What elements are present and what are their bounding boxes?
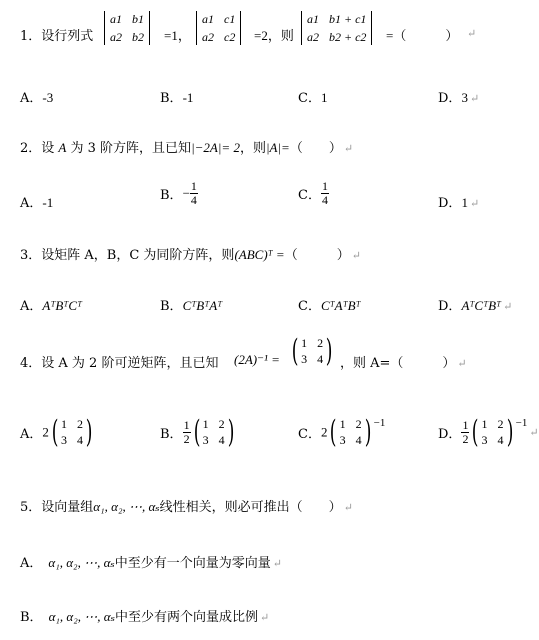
- q2-var: A: [58, 140, 67, 155]
- q5-vectors: α₁, α₂, ⋯, αₛ: [93, 499, 160, 514]
- q3-option-b[interactable]: B．CᵀBᵀAᵀ: [160, 298, 223, 314]
- q5-tail: 线性相关，则必可推出（ ）: [159, 500, 342, 515]
- q1-stem: 1．设行列式: [20, 29, 94, 44]
- q4-expr: (2A)⁻¹ =: [234, 352, 280, 367]
- q4-stem: 4．设 A 为 2 阶可逆矩阵，且已知: [20, 356, 219, 371]
- q2-option-b[interactable]: B．− $\frac{1}{4}$: [160, 179, 197, 207]
- paragraph-mark-icon: ↵: [469, 197, 480, 210]
- q1-determinant-3: a1 b1 + c1 a2 b2 + c2: [301, 11, 372, 45]
- question-3: [0, 244, 539, 268]
- q4-tail: ，则 A=（ ）: [340, 356, 456, 371]
- q1-option-b[interactable]: B．-1: [160, 90, 194, 106]
- q5-option-b[interactable]: B． α₁, α₂, ⋯, αₛ中至少有两个向量成比例 ↵: [20, 609, 270, 625]
- q2-expr: |−2A|= 2: [191, 140, 240, 155]
- q2-stem-pre: 2．设: [20, 141, 55, 156]
- q3-stem: 3．设矩阵 A，B，C 为同阶方阵，则: [20, 248, 235, 263]
- q4-option-b[interactable]: B． $\frac{1}{2}$ ( 1 2 3 4 ): [160, 414, 235, 450]
- question-4: [0, 333, 539, 374]
- q1-option-a[interactable]: A．-3: [20, 90, 54, 106]
- paragraph-mark-icon: ↵: [272, 557, 283, 570]
- q3-expr: (ABC)ᵀ =: [234, 247, 285, 262]
- q3-options: [0, 295, 539, 319]
- q1-determinant-2: a1 c1 a2 c2: [196, 11, 241, 45]
- q1-option-d[interactable]: D．3 ↵: [438, 90, 480, 106]
- paragraph-mark-icon: ↵: [343, 142, 354, 155]
- q1-option-c[interactable]: C．1: [298, 90, 328, 106]
- q4-option-a[interactable]: A．2( 1 2 3 4 ): [20, 414, 93, 450]
- paragraph-mark-icon: ↵: [503, 300, 513, 313]
- q2-option-d[interactable]: D．1 ↵: [438, 195, 480, 211]
- q5-stem: 5．设向量组: [20, 500, 94, 515]
- q4-options: [0, 414, 539, 453]
- q2-tail: （ ）: [289, 141, 342, 156]
- q3-option-a[interactable]: A．AᵀBᵀCᵀ: [20, 298, 83, 314]
- q3-option-c[interactable]: C．CᵀAᵀBᵀ: [298, 298, 361, 314]
- q2-stem-post: ，则: [239, 141, 266, 156]
- paragraph-mark-icon: ↵: [351, 249, 361, 262]
- q4-option-d[interactable]: D． $\frac{1}{2}$ ( 1 2 3 4 ) $^{-1}$↵: [438, 414, 539, 450]
- q1-options: [0, 87, 539, 111]
- paragraph-mark-icon: ↵: [529, 426, 539, 439]
- paragraph-mark-icon: ↵: [469, 92, 480, 105]
- q1-eq1: =1，: [164, 28, 191, 43]
- paragraph-mark-icon: ↵: [259, 611, 270, 624]
- q2-expr2: |A|=: [265, 140, 290, 155]
- paragraph-mark-icon: ↵: [457, 357, 467, 370]
- question-5: [0, 496, 539, 520]
- q4-matrix: ( 1 2 3 4 ): [291, 333, 333, 369]
- q3-tail: （ ）: [284, 248, 350, 263]
- question-2: [0, 137, 539, 161]
- question-1: [0, 12, 539, 45]
- q2-options: [0, 179, 539, 212]
- q5-option-a[interactable]: A． α₁, α₂, ⋯, αₛ中至少有一个向量为零向量 ↵: [20, 555, 283, 571]
- paragraph-mark-icon: ↵: [467, 27, 477, 40]
- q2-option-c[interactable]: C． $\frac{1}{4}$: [298, 179, 328, 207]
- q3-option-d[interactable]: D．AᵀCᵀBᵀ ↵: [438, 298, 513, 314]
- q2-stem-mid: 为 3 阶方阵，且已知: [70, 141, 192, 156]
- paragraph-mark-icon: ↵: [343, 501, 353, 514]
- q1-tail: =（ ）: [386, 28, 459, 43]
- q2-option-a[interactable]: A．-1: [20, 195, 54, 211]
- q1-determinant-1: a1 b1 a2 b2: [104, 11, 150, 45]
- q1-eq2: =2，则: [254, 28, 294, 43]
- q4-option-c[interactable]: C．2( 1 2 3 4 ) $^{-1}$: [298, 414, 386, 450]
